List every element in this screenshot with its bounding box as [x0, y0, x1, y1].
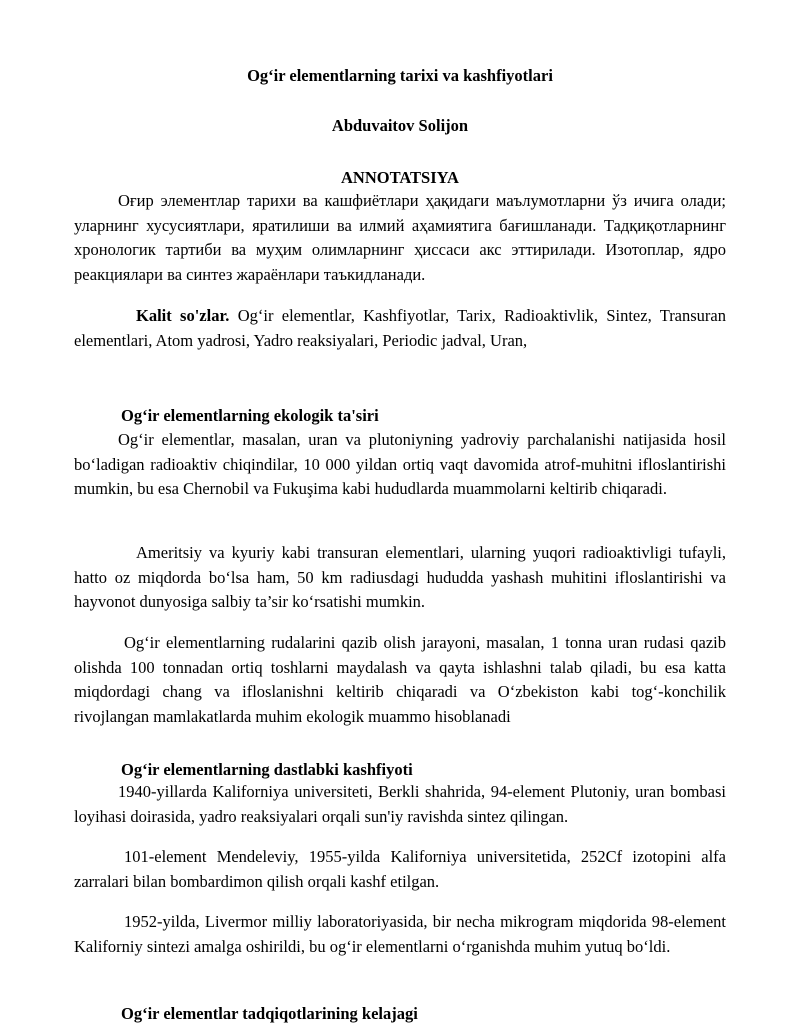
- author-name: Abduvaitov Solijon: [331, 116, 469, 135]
- paragraph-text: 1952-yilda, Livermor milliy laboratoriyasida, bir necha mikrogram miqdorida 98-element Kaliforniy sintezi amalga oshirildi, bu og‘ir elementlarni o‘rganishda muhim yutuq bo‘ldi.: [74, 912, 726, 956]
- paragraph-text: Og‘ir elementlar, masalan, uran va plutoniyning yadroviy parchalanishi natijasida hosil bo‘ladigan radioaktiv chiqindilar, 10 000 yildan ortiq vaqt davomida atrof-muhitni ifloslantirishi mumkin, bu esa Chernobil va Fukuşima kabi hududlarda muammolarni keltirib chiqaradi.: [74, 430, 726, 498]
- keywords-paragraph: [74, 304, 726, 353]
- section-heading-ecological: Og‘ir elementlarning ekologik ta'siri: [121, 406, 379, 425]
- keywords-text: Og‘ir elementlar, Kashfiyotlar, Tarix, Radioaktivlik, Sintez, Transuran elementlari, Atom yadrosi, Yadro reaksiyalari, Periodic jadval, Uran,: [74, 306, 726, 350]
- section-paragraph: [74, 428, 726, 502]
- annotation-block: [74, 189, 726, 287]
- section-heading-discovery: Og‘ir elementlarning dastlabki kashfiyoti: [121, 760, 413, 779]
- annotation-heading: ANNOTATSIYA: [341, 168, 459, 187]
- section-paragraph: [74, 780, 726, 829]
- section-paragraph: [74, 541, 726, 615]
- paragraph-text: 1940-yillarda Kaliforniya universiteti, Berkli shahrida, 94-element Plutoniy, uran bombasi loyihasi doirasida, yadro reaksiyalari orqali sun'iy ravishda sintez qilingan.: [74, 782, 726, 826]
- section-paragraph: [74, 845, 726, 894]
- annotation-paragraph: Оғир элементлар тарихи ва кашфиётлари ҳақидаги маълумотларни ўз ичига олади; уларнинг хусусиятлари, яратилиши ва илмий аҳамиятига бағишланади. Тадқиқотларнинг хронологик тартиби ва муҳим олимларнинг ҳиссаси акс эттирилади. Изотоплар, ядро реакциялари ва синтез жараёнлари таъкидланади.: [74, 191, 726, 284]
- paragraph-text: Og‘ir elementlarning rudalarini qazib olish jarayoni, masalan, 1 tonna uran rudasi qazib olishda 100 tonnadan ortiq toshlarni maydalash va qayta ishlashni talab qiladi, bu esa katta miqdordagi chang va ifloslanishni keltirib chiqaradi va O‘zbekiston kabi tog‘-konchilik rivojlangan mamlakatlarda muhim ekologik muammo hisoblanadi: [74, 633, 726, 726]
- section-paragraph: [74, 631, 726, 729]
- paragraph-text: 101-element Mendeleviy, 1955-yilda Kaliforniya universitetida, 252Cf izotopini alfa zarralari bilan bombardimon qilish orqali kashf etilgan.: [74, 847, 726, 891]
- keywords-block: [74, 304, 726, 353]
- section-paragraph: [74, 910, 726, 959]
- keywords-label: Kalit so'zlar.: [136, 306, 230, 325]
- paragraph-text: Ameritsiy va kyuriy kabi transuran elementlari, ularning yuqori radioaktivligi tufayli, hatto oz miqdorda bo‘lsa ham, 50 km radiusdagi hududda yashash muhitini ifloslantirishi va hayvonot dunyosiga salbiy ta’sir ko‘rsatishi mumkin.: [74, 543, 726, 611]
- section-heading-future: Og‘ir elementlar tadqiqotlarining kelajagi: [121, 1004, 418, 1023]
- document-title: Og‘ir elementlarning tarixi va kashfiyotlari: [247, 66, 553, 85]
